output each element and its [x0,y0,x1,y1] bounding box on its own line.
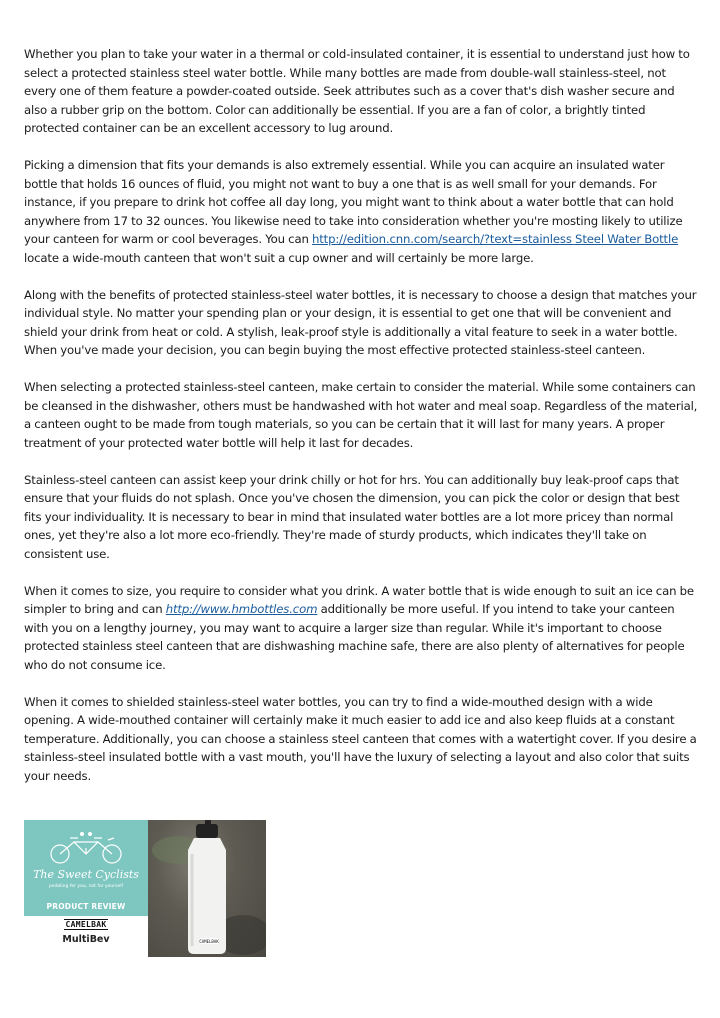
brand-tagline: pedaling for you, not for yourself [48,884,124,889]
paragraph [24,156,700,267]
paragraph-text: Picking a dimension that fits your demands is also extremely essential. While you can acquire an insulated water bottle that holds 16 ounces of fluid, you might not want to buy a one that is as well small for your demands. For instance, if you prepare to drink hot coffee all day long, you might want to think about a water bottle that can hold anywhere from 17 to 32 ounces. You likewise need to take into consideration whether you're mosting likely to utilize your canteen for warm or cool beverages. You can [24,158,683,246]
review-panel [24,820,148,957]
paragraph-text: When it comes to size, you require to consider what you drink. A water bottle that is wide enough to suit an ice can be simpler to bring and can [24,583,694,616]
article-body [24,45,700,804]
maker-logo [24,920,148,929]
paragraph [24,582,700,675]
paragraph-text: locate a wide-mouth canteen that won't suit a cup owner and will certainly be more large. [24,250,534,265]
paragraph [24,471,700,564]
paragraph-text: Stainless-steel canteen can assist keep your drink chilly or hot for hrs. You can additionally buy leak-proof caps that ensure that your fluids do not splash. Once you've chosen the dimension, you can pick the color or design that best fits your individuality. It is necessary to bear in mind that insulated water bottles are a lot more pricey than normal ones, yet they're also a lot more eco-friendly. They're made of sturdy products, which indicates they'll take on consistent use. [24,472,680,561]
product-name: MultiBev [62,934,110,945]
paragraph [24,693,700,786]
brand-name: The Sweet Cyclists [33,868,139,881]
paragraph-text: Along with the benefits of protected stainless-steel water bottles, it is necessary to choose a design that matches your individual style. No matter your spending plan or your design, it is essential to get one that will be convenient and shield your drink from heat or cold. A stylish, leak-proof style is additionally a vital feature to seek in a water bottle. When you've made your decision, you can begin buying the most effective protected stainless-steel canteen. [24,287,697,357]
paragraph [24,45,700,138]
paragraph [24,286,700,360]
paragraph [24,378,700,452]
paragraph-text: When selecting a protected stainless-steel canteen, make certain to consider the material. While some containers can be cleansed in the dishwasher, others must be handwashed with hot water and meal soap. Regardless of the material, a canteen ought to be made from tough materials, so you can be certain that it will last for many years. A proper treatment of your protected water bottle will help it last for decades. [24,380,698,450]
maker-name: CAMELBAK [65,920,107,929]
water-bottle-icon [148,820,266,957]
bottle-label: CAMELBAK [199,939,219,944]
inline-link[interactable]: http://edition.cnn.com/search/?text=stainless Steel Water Bottle [311,232,679,246]
paragraph-text: Whether you plan to take your water in a thermal or cold-insulated container, it is essential to understand just how to select a protected stainless steel water bottle. While many bottles are made from double-wall stainless-steel, not every one of them feature a powder-coated outside. Seek attributes such as a cover that's dish washer secure and also a rubber grip on the bottom. Color can additionally be essential. If you are a fan of color, a brightly tinted protected container can be an excellent accessory to lug around. [24,47,690,135]
review-label: PRODUCT REVIEW [46,902,126,911]
paragraph-text: When it comes to shielded stainless-steel water bottles, you can try to find a wide-mouthed design with a wide opening. A wide-mouthed container will certainly make it much easier to add ice and also keep fluids at a constant temperature. Additionally, you can choose a stainless steel canteen that comes with a watertight cover. If you desire a stainless-steel insulated bottle with a vast mouth, you'll have the luxury of selecting a layout and also color that suits your needs. [24,694,697,783]
inline-link[interactable]: http://www.hmbottles.com [165,602,318,616]
product-review-image [24,820,266,957]
bottle-photo [148,820,266,957]
paragraph-text: additionally be more useful. If you intend to take your canteen with you on a lengthy journey, you may want to acquire a larger size than regular. While it's important to choose protected stainless steel canteen that are dishwashing machine safe, there are also plenty of alternatives for people who do not consume ice. [24,602,685,672]
